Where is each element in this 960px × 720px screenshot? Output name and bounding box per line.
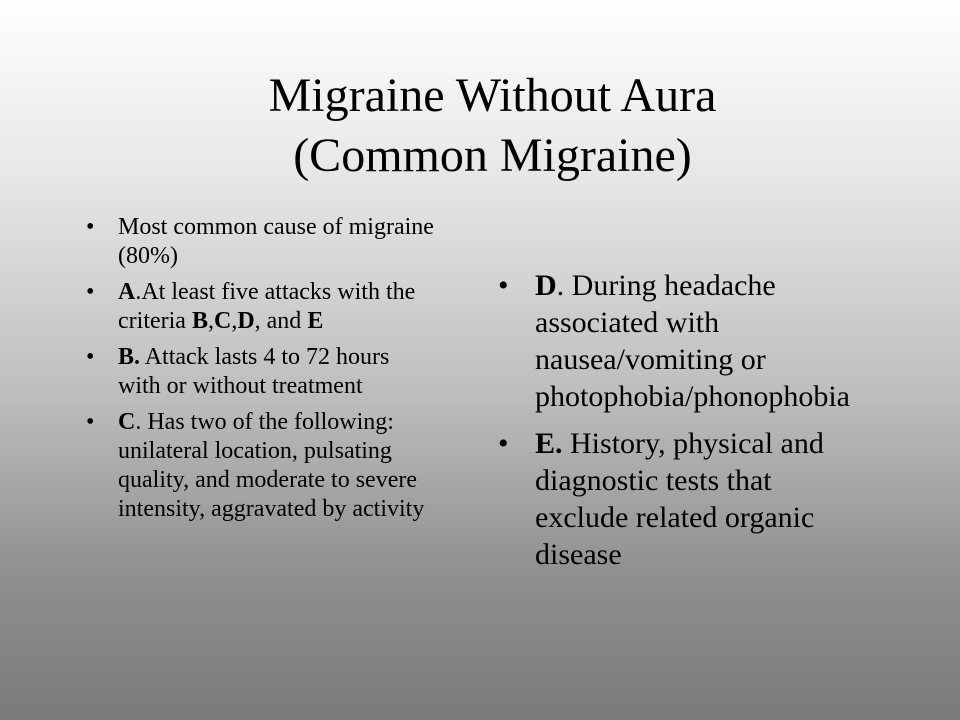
criterion-letter: D [237,308,255,334]
bullet-item-criterion-d [498,267,848,415]
bullet-text: , [207,308,214,334]
bullet-glyph: • [498,269,509,302]
bullet-text: Attack lasts 4 to 72 hours with or without treatment [118,344,390,399]
bullet-text: History, physical and diagnostic tests that exclude related organic disease [535,427,824,571]
slide-title-line-2: (Common Migraine) [293,129,692,182]
bullet-glyph: • [86,409,95,435]
slide-title-line-1: Migraine Without Aura [268,69,717,122]
bullet-item-criterion-c [86,408,436,524]
bullet-glyph: • [86,279,95,305]
criterion-letter: E. [535,427,563,460]
criterion-letter: E [307,308,324,334]
left-bullet-list [86,213,436,531]
slide-title [0,66,960,186]
bullet-text: .At least five attacks with the criteria [118,279,416,334]
bullet-item-criterion-a [86,278,436,336]
bullet-item-common-cause [86,213,436,271]
bullet-glyph: • [498,427,509,460]
bullet-text: . Has two of the following: unilateral location, pulsating quality, and moderate to severe intensity, aggravated by activity [118,409,425,522]
criterion-letter: A [118,279,136,305]
right-bullet-list [498,267,848,583]
bullet-glyph: • [86,344,95,370]
criterion-letter: D [535,269,557,302]
bullet-glyph: • [86,214,95,240]
criterion-letter: B [191,308,208,334]
bullet-text: , [231,308,238,334]
bullet-text: Most common cause of migraine (80%) [118,214,434,269]
bullet-item-criterion-e [498,425,848,573]
criterion-letter: C [213,308,232,334]
criterion-letter: C [118,409,136,435]
criterion-letter: B. [118,344,141,370]
bullet-item-criterion-b [86,343,436,401]
bullet-text: . During headache associated with nausea/vomiting or photophobia/phonophobia [535,269,850,413]
bullet-text: , and [254,308,308,334]
